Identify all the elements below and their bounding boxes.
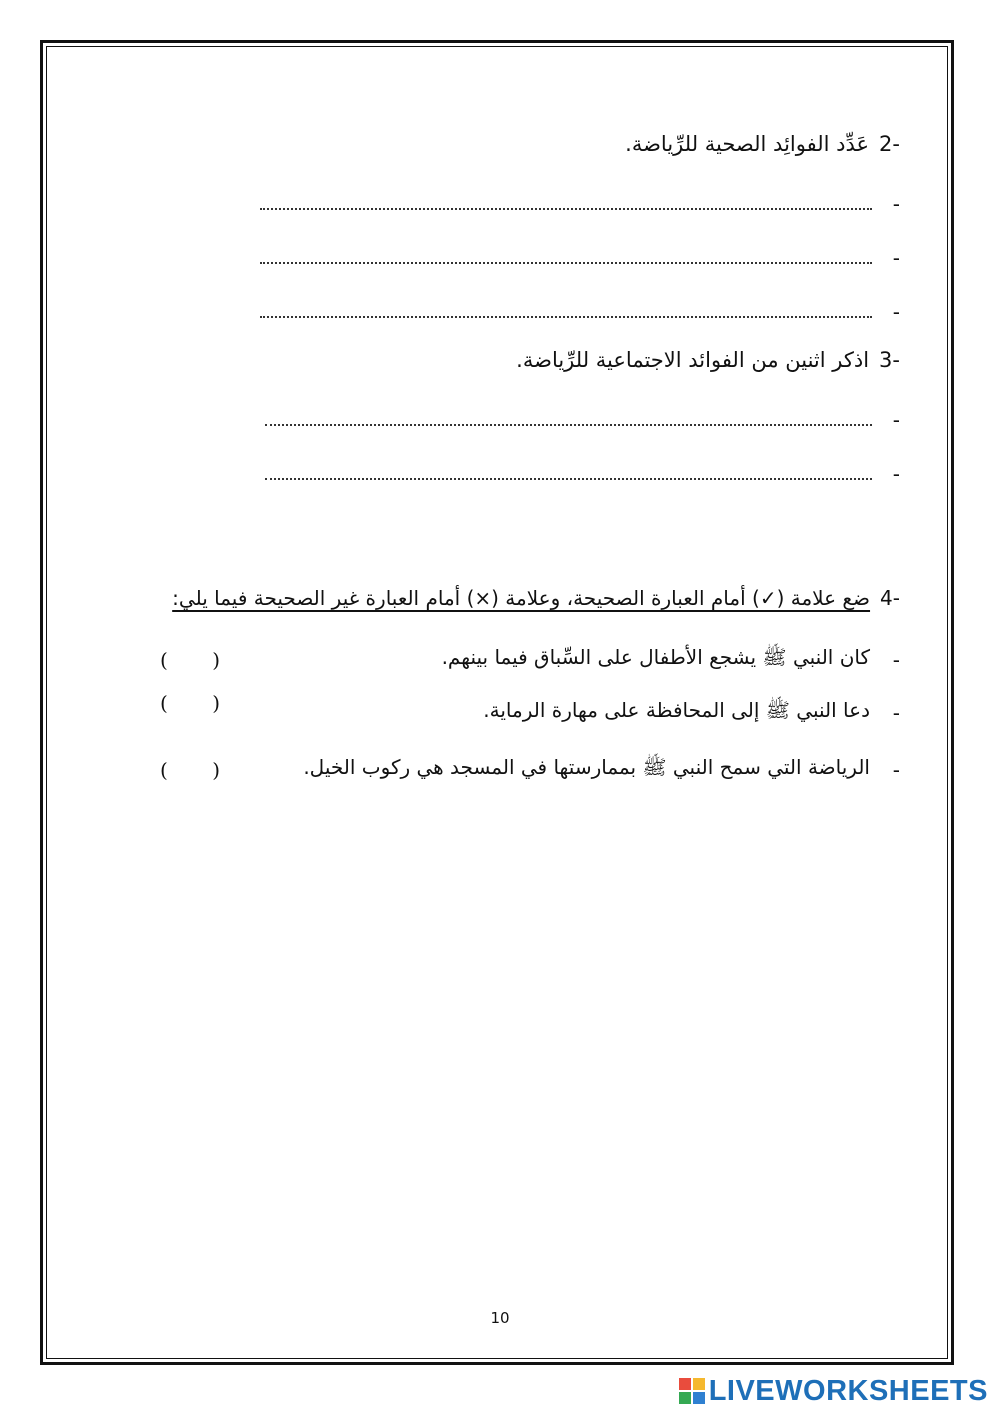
question-3-text: اذكر اثنين من الفوائد الاجتماعية للرِّياضة. [516,348,870,372]
statement-text: كان النبي ﷺ يشجع الأطفال على السِّباق فيما بينهم. [441,645,870,669]
answer-bullet: - [892,300,900,324]
statement-text: الرياضة التي سمح النبي ﷺ بممارستها في المسجد هي ركوب الخيل. [303,755,870,779]
answer-parentheses[interactable]: ( ) [160,690,220,715]
answer-dotted-line[interactable] [265,414,872,426]
statement-bullet: - [892,757,900,782]
statement-bullet: - [892,647,900,672]
answer-bullet: - [892,192,900,216]
question-2-text: عَدِّد الفوائِد الصحية للرِّياضة. [625,132,870,156]
liveworksheets-brand [679,1374,988,1408]
statement-row [160,690,900,727]
statement-text: دعا النبي ﷺ إلى المحافظة على مهارة الرماية. [483,698,870,722]
answer-line[interactable] [260,244,900,268]
brand-name: LIVEWORKSHEETS [708,1374,988,1407]
page-number: 10 [490,1309,510,1327]
question-4-number: -4 [880,586,900,610]
answer-dotted-line[interactable] [260,198,872,210]
answer-line[interactable] [260,298,900,322]
question-2 [625,132,900,157]
statement-bullet: - [892,700,900,725]
question-4 [172,586,900,610]
answer-line[interactable] [265,460,900,484]
answer-dotted-line[interactable] [260,252,872,264]
answer-line[interactable] [260,190,900,214]
answer-parentheses[interactable]: ( ) [160,647,220,672]
statement-row [160,645,900,674]
statement-row [160,755,900,784]
question-4-text: ضع علامة (✓) أمام العبارة الصحيحة، وعلامة (×) أمام العبارة غير الصحيحة فيما يلي: [172,586,871,610]
answer-dotted-line[interactable] [260,306,872,318]
answer-line[interactable] [265,406,900,430]
answer-parentheses[interactable]: ( ) [160,757,220,782]
answer-dotted-line[interactable] [265,468,872,480]
answer-bullet: - [892,246,900,270]
question-3 [516,348,900,373]
answer-bullet: - [892,408,900,432]
answer-bullet: - [892,462,900,486]
question-2-number: -2 [879,132,900,156]
question-3-number: -3 [879,348,900,372]
liveworksheets-logo-icon [679,1378,705,1404]
